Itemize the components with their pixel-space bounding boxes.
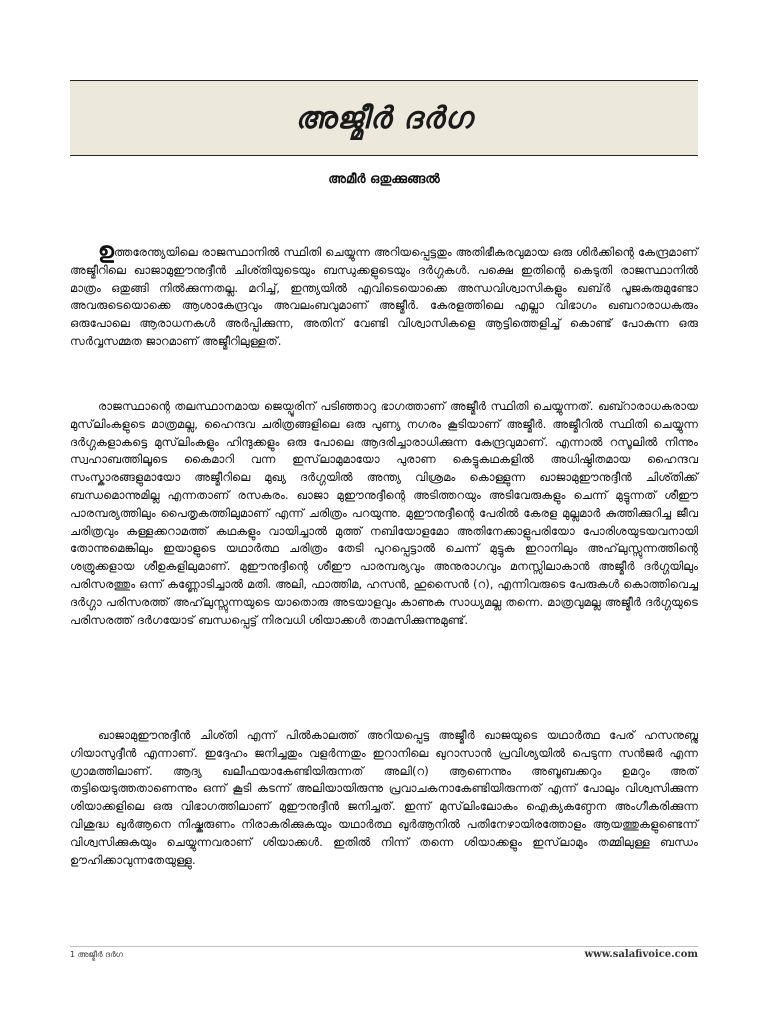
website-link[interactable]: www.salafivoice.com <box>584 949 698 960</box>
paragraph-3 <box>70 727 698 869</box>
paragraph-2 <box>70 398 698 629</box>
document-title: അജ്മീര്‍ ദര്‍ഗ <box>295 100 473 136</box>
drop-cap: ഉ <box>98 239 114 264</box>
author-name: അമീര്‍ ഒതുക്കുങ്ങല്‍ <box>328 172 440 187</box>
paragraph-1 <box>70 239 698 351</box>
paragraph-1-text: ത്തരേന്ത്യയിലെ രാജസ്ഥാനില്‍ സ്ഥിതി ചെയ്യുന്ന അറിയപ്പെട്ടതും അതിഭീകരവുമായ ഒരു ശിര്‍ക്കിന്റെ കേന്ദ്രമാണ് അജ്മീറിലെ ഖാജാമുഈനുദ്ദീന്‍ ചിശ്തിയുടെയും ബന്ധുക്കളുടെയും ദര്‍ഗ്ഗകള്‍. പക്ഷെ ഇതിന്റെ കെടുതി രാജസ്ഥാനില്‍ മാത്രം ഒതുങ്ങി നില്‍ക്കുന്നതല്ല. മറിച്ച്, ഇന്ത്യയില്‍ എവിടെയൊക്കെ അന്ധവിശ്വാസികളും ഖബ്ര്‍ പൂജകരുമുണ്ടോ അവരുടെയൊക്കെ ആശാകേന്ദ്രവും അവലംബവുമാണ് അജ്മീര്‍. കേരളത്തിലെ എല്ലാ വിഭാഗം ഖബറാരാധകരും ഒരുപോലെ ആരാധനകള്‍ അര്‍പ്പിക്കുന്ന, അതിന് വേണ്ടി വിശ്വാസികളെ ആട്ടിത്തെളിച്ച് കൊണ്ട് പോകുന്ന ഒരു സര്‍വ്വസമ്മത ജാറമാണ് അജ്മീറിലുള്ളത്. <box>70 245 698 348</box>
footer-divider <box>70 946 698 947</box>
paragraph-3-text: ഖാജാമുഈനുദ്ദീന്‍ ചിശ്തി എന്ന് പില്‍കാലത്ത് അറിയപ്പെട്ട അജ്മീര്‍ ഖാജയുടെ യഥാര്‍ത്ഥ പേര് ഹസനുബ്നു ഗിയാസുദ്ദീന്‍ എന്നാണ്. ഇദ്ദേഹം ജനിച്ചതും വളര്‍ന്നതും ഇറാനിലെ ഖുറാസാന്‍ പ്രവിശ്യയില്‍ പെടുന്ന സന്‍ജര്‍ എന്ന ഗ്രാമത്തിലാണ്. ആദ്യ ഖലീഫയാകേണ്ടിയിരുന്നത് അലി(റ) ആണെന്നും അബൂബക്കറും ഉമറും അത് തട്ടിയെടുത്തതാണെന്നും ഒന്ന് കൂടി കടന്ന് അലിയായിരുന്നു പ്രവാചകനാകേണ്ടിയിരുന്നത് എന്ന് പോലും വിശ്വസിക്കുന്ന ശിയാക്കളിലെ ഒരു വിഭാഗത്തിലാണ് മുഈനുദ്ദീന്‍ ജനിച്ചത്. ഇന്ന് മുസ്‌ലിംലോകം ഐക്യകണ്ഠേന അംഗീകരിക്കുന്ന വിശുദ്ധ ഖുര്‍ആനെ നിഷ്കരുണം നിരാകരിക്കുകയും യഥാര്‍ത്ഥ ഖുര്‍ആനില്‍ പതിനേഴായിരത്തോളം ആയത്തുകളുണ്ടെന്ന് വിശ്വസിക്കുകയും ചെയ്യുന്നവരാണ് ശിയാക്കള്‍. ഇതില്‍ നിന്ന് തന്നെ ശിയാക്കളും ഇസ്‌ലാമും തമ്മിലുള്ള ബന്ധം ഊഹിക്കാവുന്നതേയുള്ളു. <box>70 728 698 867</box>
page-number-label: 1 അജ്മീര്‍ ദര്‍ഗ <box>70 950 123 959</box>
title-banner <box>70 80 698 156</box>
paragraph-2-text: രാജസ്ഥാന്റെ തലസ്ഥാനമായ ജെയ്പൂരിന് പടിഞ്ഞാറു ഭാഗത്താണ് അജ്മീര്‍ സ്ഥിതി ചെയ്യുന്നത്. ഖബ്റാരാധകരായ മുസ്‌ലിംകളുടെ മാത്രമല്ല, ഹൈന്ദവ ചരിത്രങ്ങളിലെ ഒരു പുണ്യ നഗരം കൂടിയാണ് അജ്മീര്‍. അജ്മീറില്‍ സ്ഥിതി ചെയ്യുന്ന ദര്‍ഗ്ഗകളാകട്ടെ മുസ്‌ലിംകളും ഹിന്ദുക്കളും ഒരു പോലെ ആദരിച്ചാരാധിക്കുന്ന കേന്ദ്രവുമാണ്. എന്നാല്‍ റസൂലില്‍ നിന്നും സ്വഹാബത്തിലൂടെ കൈമാറി വന്ന ഇസ്‌ലാമുമായോ പുരാണ കെട്ടുകഥകളില്‍ അധിഷ്ഠിതമായ ഹൈന്ദവ സംസ്കാരങ്ങളുമായോ അജ്മീറിലെ മുഖ്യ ദര്‍ഗ്ഗയില്‍ അന്ത്യ വിശ്രമം കൊള്ളുന്ന ഖാജാമുഈനുദ്ദീന്‍ ചിശ്തിക്ക് ബന്ധമൊന്നുമില്ല എന്നതാണ് രസകരം. ഖാജാ മുഈനുദ്ദീന്റെ അടിത്തറയും അടിവേരുകളും ചെന്ന് മുട്ടുന്നത് ശീഈ പാരമ്പര്യത്തിലും പൈതൃകത്തിലുമാണ് എന്ന് ചരിത്രം പറയുന്നു. മുഈനുദ്ദീന്റെ പേരില്‍ കേരള മുല്ലമാര്‍ കുത്തിക്കുറിച്ച ജീവ ചരിത്രവും കള്ളക്കറാമത്ത് കഥകളും വായിച്ചാല്‍ മുത്ത് നബിയോളമോ അതിനേക്കാളുപരിയോ പോരിശയുടയവനായി തോന്നുമെങ്കിലും ഇയാളുടെ യഥാര്‍ത്ഥ ചരിത്രം തേടി പുറപ്പെട്ടാല്‍ ചെന്ന് മുട്ടുക ഇറാനിലും അഹ്‌ലുസ്സുന്നത്തിന്റെ ശത്രുക്കളായ ശീഉകളിലുമാണ്. മുഈനുദ്ദീന്റെ ശീഈ പാരമ്പര്യവും അനുരാഗവും മനസ്സിലാകാന്‍ അജ്മീര്‍ ദര്‍ഗ്ഗയിലും പരിസരത്തും ഒന്ന് കണ്ണോടിച്ചാല്‍ മതി. അലി, ഫാത്തിമ, ഹസന്‍, ഹുസൈന്‍ (റ), എന്നിവരുടെ പേരുകള്‍ കൊത്തിവെച്ച ദര്‍ഗ്ഗാ പരിസരത്ത് അഹ്‌ലുസ്സുന്നയുടെ യാതൊരു അടയാളവും കാണുക സാധ്യമല്ല തന്നെ. മാത്രവുമല്ല അജ്മീര്‍ ദര്‍ഗ്ഗയുടെ പരിസരത്ത് ദര്‍ഗയോട് ബന്ധപ്പെട്ട് നിരവധി ശിയാക്കള്‍ താമസിക്കുന്നുമുണ്ട്. <box>70 399 698 627</box>
